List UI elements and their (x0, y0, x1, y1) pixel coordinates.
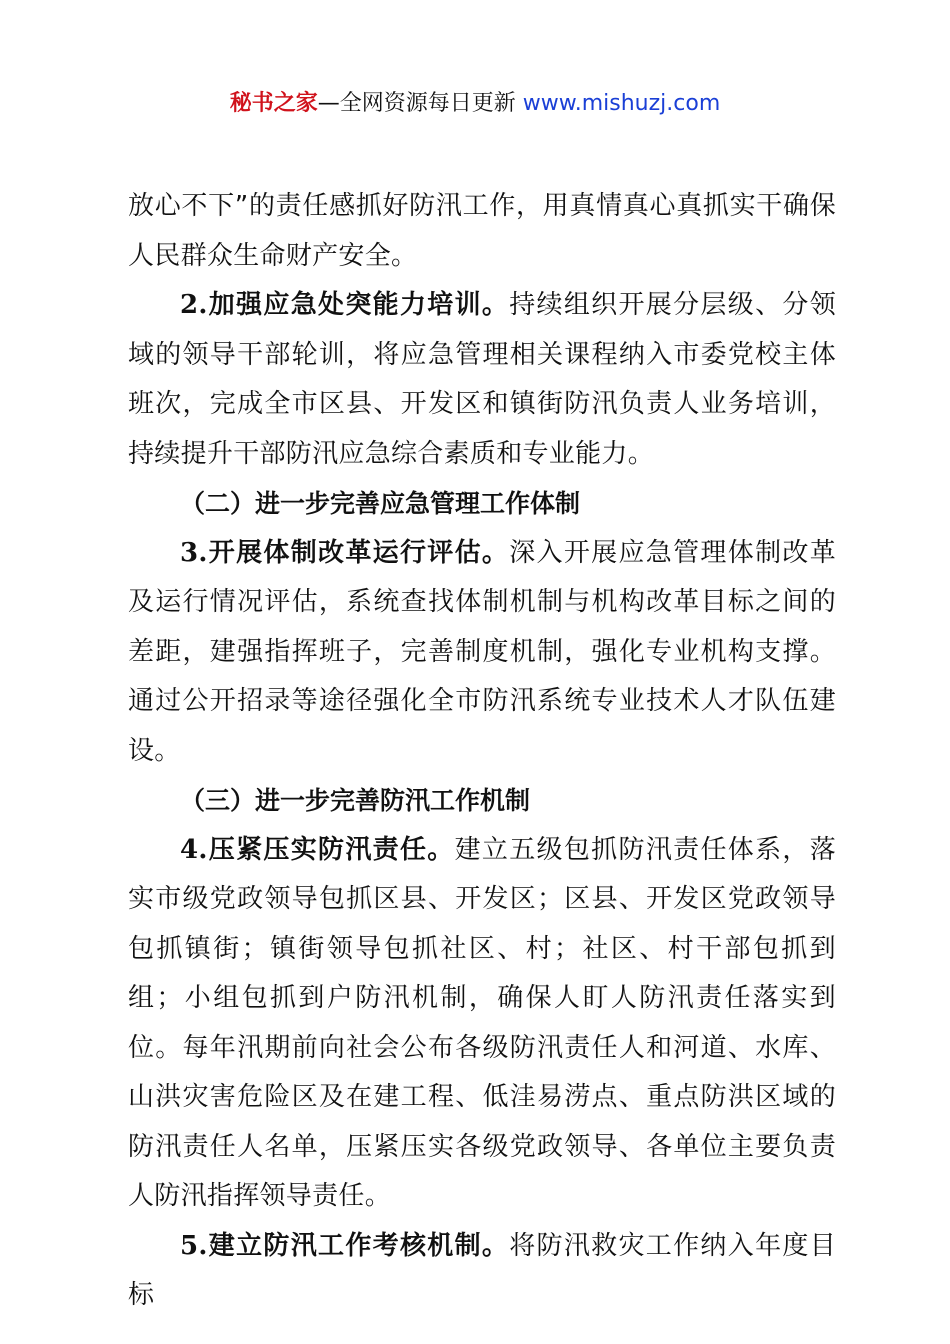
item-title: 建立防汛工作考核机制。 (207, 1230, 510, 1261)
item-number: 2. (180, 290, 208, 320)
item-body: 建立五级包抓防汛责任体系，落实市级党政领导包抓区县、开发区；区县、开发区党政领导包抓镇街；镇街领导包抓社区、村；社区、村干部包抓到组；小组包抓到户防汛机制，确保人盯人防汛责任落实到位。每年汛期前向社会公布各级防汛责任人和河道、水库、山洪灾害危险区及在建工程、低洼易涝点、重点防洪区域的防汛责任人名单，压紧压实各级党政领导、各单位主要负责人防汛指挥领导责任。 (128, 834, 837, 1211)
item-body: 将防汛救灾工作纳入年度目标 (128, 1230, 836, 1310)
paragraph-1: 放心不下”的责任感抓好防汛工作，用真情真心真抓实干确保人民群众生命财产安全。 (128, 191, 836, 271)
item-title: 加强应急处突能力培训。 (207, 290, 510, 320)
site-header (0, 86, 950, 122)
item-body: 深入开展应急管理体制改革及运行情况评估，系统查找体制机制与机构改革目标之间的差距，建强指挥班子，完善制度机制，强化专业机构支撑。通过公开招录等途径强化全市防汛系统专业技术人才队伍建设。 (128, 537, 836, 766)
item-body: 持续组织开展分层级、分领域的领导干部轮训，将应急管理相关课程纳入市委党校主体班次，完成全市区县、开发区和镇街防汛负责人业务培训，持续提升干部防汛应急综合素质和专业能力。 (128, 290, 836, 469)
paragraph-4 (128, 826, 836, 1222)
paragraph-3 (128, 529, 836, 777)
section-heading-3: （三）进一步完善防汛工作机制 (180, 786, 531, 815)
document-body (128, 182, 836, 1321)
section-heading-2: （二）进一步完善应急管理工作体制 (180, 489, 581, 518)
item-title: 开展体制改革运行评估。 (207, 537, 510, 568)
item-number: 5. (180, 1230, 208, 1261)
paragraph-5 (128, 1222, 836, 1321)
site-url-link[interactable]: www.mishuzj.com (522, 91, 721, 116)
item-title: 压紧压实防汛责任。 (207, 834, 455, 865)
brand-name: 秘书之家 (229, 91, 318, 116)
paragraph-2 (128, 281, 836, 479)
item-number: 4. (180, 834, 208, 865)
item-number: 3. (180, 537, 208, 568)
header-tagline: —全网资源每日更新 (317, 91, 516, 116)
